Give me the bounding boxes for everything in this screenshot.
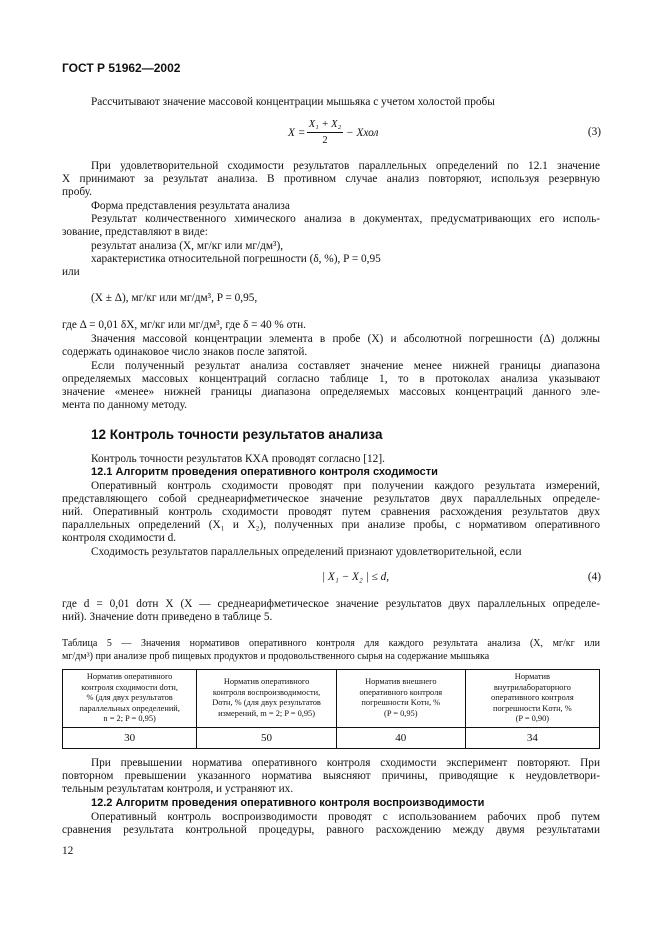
header-line: оперативного контроля <box>359 687 443 697</box>
header-line: Норматив оперативного <box>223 677 310 687</box>
paragraph-line: пробу. <box>62 186 93 198</box>
table-header-cell <box>63 670 197 728</box>
paragraph-line: определяемых массовых концентраций согласно таблице 1, то в протоколах анализа указывают <box>62 373 600 385</box>
header-line: контроля воспроизводимости, <box>212 687 321 697</box>
calc-intro: Рассчитывают значение массовой концентрации мышьяка с учетом холостой пробы <box>91 96 495 108</box>
paragraph-line: сравнения результата контрольной процедуры, равного расхождению между двумя результатами <box>62 824 600 836</box>
table-header-cell <box>336 670 465 728</box>
header-line: параллельных определений, <box>79 703 180 713</box>
header-line: Dотн, % (для двух результатов <box>212 698 321 708</box>
paragraph-line: Результат количественного химического анализа в документах, предусматривающих его исполь- <box>91 213 600 225</box>
formula-3-fraction-bar <box>307 132 343 133</box>
paragraph-line: ний. Оперативный контроль сходимости проводят путем сравнения расхождения результатов двух <box>62 506 600 518</box>
paragraph-line: мента по данному методу. <box>62 399 187 411</box>
form-title: Форма представления результата анализа <box>91 200 290 212</box>
header-line: (P = 0,95) <box>384 709 418 719</box>
header-line: погрешности Kотн, % <box>493 703 572 713</box>
header-line: оперативного контроля <box>491 693 574 703</box>
page-number: 12 <box>62 845 74 857</box>
paragraph-line: содержать одинаковое число знаков после запятой. <box>62 346 308 358</box>
formula-4: | X₁ − X₂ | ≤ d, <box>322 571 390 583</box>
section-title: 12 Контроль точности результатов анализа <box>91 427 383 442</box>
header-line: Норматив внешнего <box>365 677 437 687</box>
paragraph-line: контроля сходимости d. <box>62 532 177 544</box>
paragraph-line: где d = 0,01 dотн X (X — среднеарифметическое значение результатов двух параллельных определе- <box>62 598 600 610</box>
header-line: измерений, m = 2; P = 0,95) <box>218 709 316 719</box>
formula-3-number: (3) <box>587 126 601 138</box>
table-cell: 34 <box>465 727 599 748</box>
table-header-cell <box>197 670 337 728</box>
header-line: % (для двух результатов <box>86 693 173 703</box>
paragraph-line: Оперативный контроль сходимости проводят при получении каждого результата измерений, <box>91 480 600 492</box>
header-line: (P = 0,90) <box>515 714 550 724</box>
table-header-row <box>63 670 600 728</box>
table-caption-line: Таблица 5 — Значения нормативов оперативного контроля для каждого результата анализа (X, мг/кг или <box>62 638 600 649</box>
paragraph-line: ний). Значение dотн приведено в таблице 5. <box>62 611 273 623</box>
subsection-title: 12.1 Алгоритм проведения оперативного контроля сходимости <box>91 466 438 478</box>
table-cell: 50 <box>197 727 337 748</box>
paragraph-line: Оперативный контроль воспроизводимости проводят с использованием рабочих проб путем <box>91 811 600 823</box>
table-row <box>63 727 600 748</box>
paragraph-line: X принимают за результат анализа. В противном случае анализ повторяют, используя резервную <box>62 173 600 185</box>
formula-3-rhs: − Xхол <box>346 127 379 139</box>
list-item: (X ± Δ), мг/кг или мг/дм³, P = 0,95, <box>91 292 258 304</box>
list-item: результат анализа (X, мг/кг или мг/дм³), <box>91 240 284 252</box>
header-line: n = 2; P = 0,95) <box>103 714 156 724</box>
header-line: внутрилабораторного <box>493 682 571 692</box>
formula-4-number: (4) <box>587 571 601 583</box>
paragraph-line: значение «менее» нижней границы диапазона определяемых массовых концентраций данного эле- <box>62 386 600 398</box>
paragraph-line: повторном превышении указанного норматива выясняют причины, приводящие к неудовлетвори- <box>62 770 600 782</box>
paragraph-line: При превышении норматива оперативного контроля сходимости эксперимент повторяют. При <box>91 757 600 769</box>
or-word: или <box>62 266 80 278</box>
table-header-cell <box>465 670 599 728</box>
paragraph-line: представляющего собой среднеарифметическое значение результатов двух параллельных определе- <box>62 493 600 505</box>
header-line: Норматив <box>514 672 550 681</box>
header-line: погрешности Kотн, % <box>361 698 441 708</box>
paragraph-line: параллельных определений (X₁ и X₂), полученных при анализе пробы, с нормативом оперативного <box>62 519 600 531</box>
section-intro: Контроль точности результатов КХА проводят согласно [12]. <box>91 453 385 465</box>
table-cell: 30 <box>63 727 197 748</box>
formula-3-lhs: X = <box>288 127 306 139</box>
paragraph-line: Значения массовой концентрации элемента в пробе (X) и абсолютной погрешности (Δ) должны <box>91 333 600 345</box>
paragraph-line: тельным результатам контроля, и устраняют их. <box>62 783 294 795</box>
where-line: где Δ = 0,01 δX, мг/кг или мг/дм³, где δ = 40 % отн. <box>62 319 306 331</box>
formula-3-numerator: X₁ + X₂ <box>308 119 342 130</box>
table-5 <box>62 669 600 749</box>
formula-3-denominator: 2 <box>322 135 328 146</box>
paragraph-line: При удовлетворительной сходимости результатов параллельных определений по 12.1 значение <box>91 160 600 172</box>
paragraph-line: Сходимость результатов параллельных определений признают удовлетворительной, если <box>91 546 522 558</box>
document-header: ГОСТ Р 51962—2002 <box>62 61 181 75</box>
paragraph-line: Если полученный результат анализа составляет значение менее нижней границы диапазона <box>91 360 600 372</box>
header-line: Норматив оперативного <box>86 672 173 681</box>
subsection-title: 12.2 Алгоритм проведения оперативного контроля воспроизводимости <box>91 797 485 809</box>
list-item: характеристика относительной погрешности (δ, %), P = 0,95 <box>91 253 381 265</box>
paragraph-line: зование, представляют в виде: <box>62 226 208 238</box>
header-line: контроля сходимости dотн, <box>81 682 179 692</box>
table-cell: 40 <box>336 727 465 748</box>
table-caption-line: мг/дм³) при анализе проб пищевых продуктов и продовольственного сырья на содержание мышьяка <box>62 651 490 662</box>
